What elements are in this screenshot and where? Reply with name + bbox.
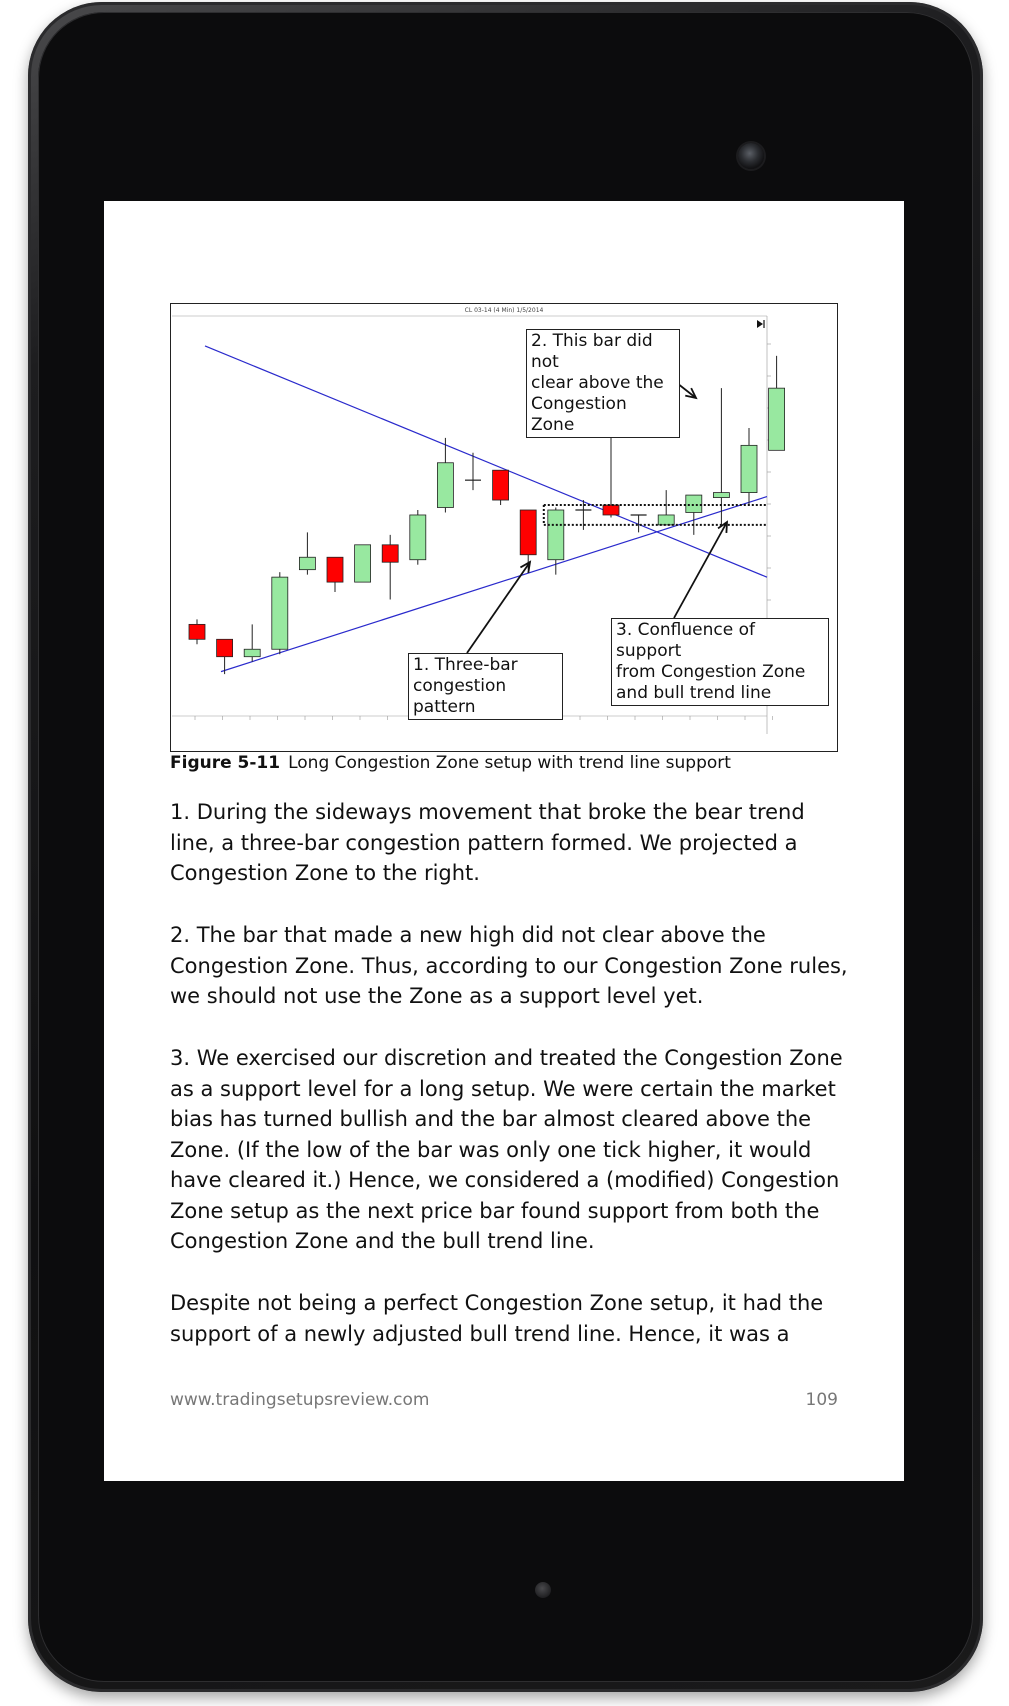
front-camera-icon: [738, 143, 764, 169]
bull-candle: [437, 463, 453, 508]
bear-candle: [217, 639, 233, 656]
figure-number: Figure 5-11: [170, 753, 281, 773]
footer-website[interactable]: www.tradingsetupsreview.com: [170, 1390, 430, 1410]
bull-candle: [713, 493, 729, 498]
figure-caption-text: Long Congestion Zone setup with trend line support: [288, 753, 731, 773]
bear-candle: [382, 545, 398, 562]
bear-candle: [327, 557, 343, 582]
bear-trend-line: [205, 346, 767, 577]
ebook-page[interactable]: [104, 201, 904, 1481]
bear-candle: [189, 624, 205, 639]
paragraph-1: 1. During the sideways movement that broke the bear trend line, a three-bar congestion pattern formed. We projected a Congestion Zone to the right.: [170, 800, 805, 885]
figure-caption: [170, 753, 850, 773]
bear-candle: [603, 505, 619, 515]
annotation-line: congestion pattern: [413, 676, 507, 717]
bull-candle: [686, 495, 702, 512]
chart-figure: [170, 303, 838, 752]
annotation-line: 2. This bar did not: [531, 331, 653, 372]
paragraph-3: 3. We exercised our discretion and treated the Congestion Zone as a support level for a long setup. We were certain the market bias has turned bullish and the bar almost cleared above the Zone. (If the low of the bar was only one tick higher, it would have cleared it.) Hence, we considered a (modified) Congestion Zone setup as the next price bar found support from both the Congestion Zone and the bull trend line.: [170, 1046, 843, 1253]
annotation-line: 1. Three-bar: [413, 655, 518, 675]
annotation-line: from Congestion Zone: [616, 662, 806, 682]
arrow-annotation-1: [467, 562, 530, 653]
paragraph-2: 2. The bar that made a new high did not clear above the Congestion Zone. Thus, according to our Congestion Zone rules, we should not use the Zone as a support level yet.: [170, 923, 848, 1008]
bull-candle: [741, 445, 757, 492]
bull-candle: [548, 510, 564, 560]
bear-candle: [493, 470, 509, 500]
bull-candle: [658, 515, 674, 525]
bull-candle: [272, 577, 288, 649]
annotation-3: [611, 618, 829, 706]
play-marker-icon: [757, 320, 763, 328]
chart-title: CL 03-14 (4 Min) 1/5/2014: [464, 307, 544, 314]
paragraph-4: Despite not being a perfect Congestion Zone setup, it had the support of a newly adjusted bull trend line. Hence, it was a: [170, 1291, 824, 1346]
bull-candle: [244, 649, 260, 656]
home-sensor-icon: [535, 1582, 551, 1598]
bull-candle: [299, 557, 315, 569]
bull-candle: [410, 515, 426, 560]
annotation-line: and bull trend line: [616, 683, 772, 703]
annotation-line: Congestion Zone: [531, 394, 627, 435]
annotation-2: [526, 329, 680, 438]
bull-candle: [355, 545, 371, 582]
annotation-line: 3. Confluence of support: [616, 620, 755, 661]
bull-candle: [769, 388, 785, 450]
annotation-1: [408, 653, 563, 720]
bear-candle: [520, 510, 536, 555]
annotation-line: clear above the: [531, 373, 664, 393]
arrow-annotation-3: [674, 522, 727, 618]
page-number: 109: [805, 1390, 838, 1410]
